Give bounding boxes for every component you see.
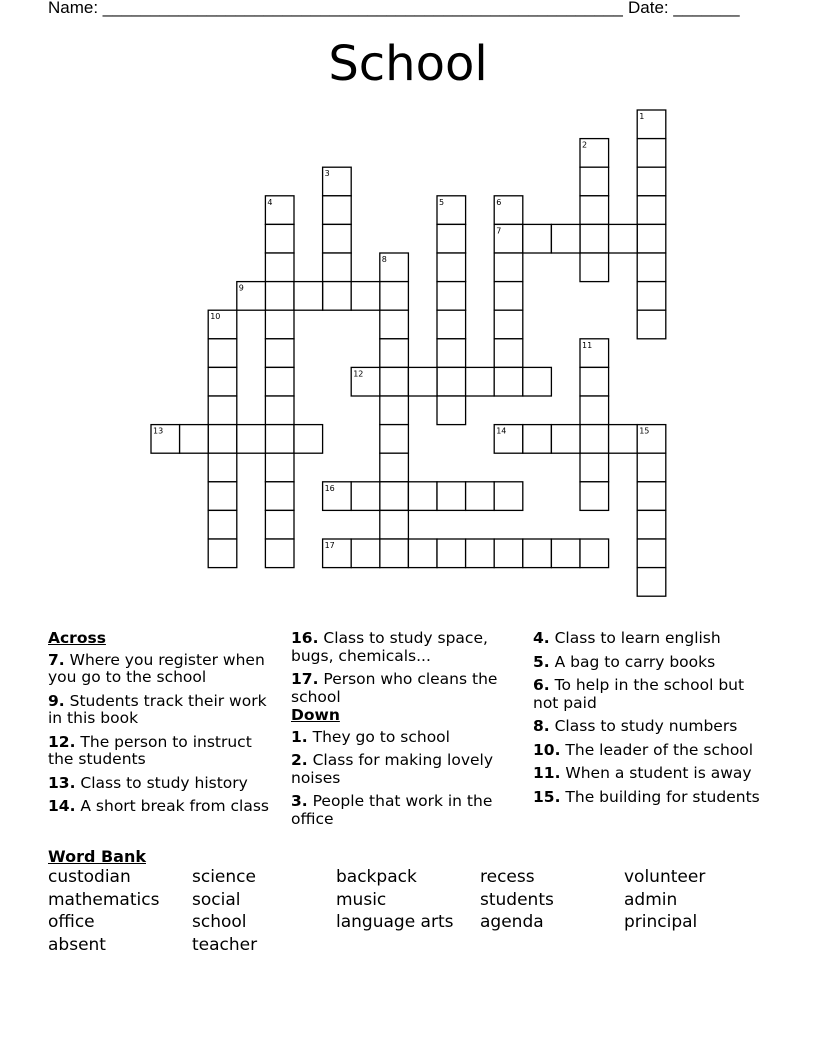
grid-cell[interactable] [637, 253, 666, 282]
cell-number: 12 [353, 369, 364, 379]
grid-cell[interactable] [380, 453, 409, 482]
clue-number: 3. [291, 792, 308, 810]
grid-cell[interactable] [437, 224, 466, 253]
grid-cell[interactable] [637, 282, 666, 311]
word-bank-item: recess [480, 867, 535, 887]
clue [533, 654, 773, 672]
clue-number: 5. [533, 652, 550, 671]
grid-cell[interactable] [380, 510, 409, 539]
clue [291, 752, 516, 787]
word-bank-title: Word Bank [48, 847, 147, 866]
grid-cell[interactable] [494, 282, 523, 311]
grid-cell[interactable] [637, 224, 666, 253]
clue-number: 14. [48, 797, 76, 815]
page-title: School [328, 36, 488, 92]
grid-cell[interactable] [437, 482, 466, 511]
grid-cell[interactable] [208, 539, 237, 568]
word-bank-item: school [192, 912, 247, 932]
clue-text: A short break from class [75, 797, 269, 815]
grid-cell[interactable] [208, 396, 237, 425]
grid-cell[interactable] [580, 396, 609, 425]
grid-cell[interactable] [551, 224, 580, 253]
grid-cell[interactable] [580, 224, 609, 253]
word-bank-item: office [48, 912, 95, 932]
grid-cell[interactable] [637, 482, 666, 511]
grid-cell[interactable] [437, 339, 466, 368]
grid-cell[interactable] [494, 482, 523, 511]
clue [291, 630, 516, 665]
grid-cell[interactable] [637, 139, 666, 168]
grid-cell[interactable] [580, 425, 609, 454]
grid-cell[interactable] [637, 310, 666, 339]
cell-number: 11 [582, 340, 593, 350]
word-bank-item: students [480, 889, 554, 910]
grid-cell[interactable] [580, 482, 609, 511]
grid-cell[interactable] [265, 339, 294, 368]
word-bank-item: principal [624, 912, 698, 932]
name-field[interactable]: Name: _______________________________________________________ [48, 0, 623, 17]
grid-cell[interactable] [437, 253, 466, 282]
grid-cell[interactable] [609, 224, 638, 253]
clue [48, 775, 278, 793]
grid-cell[interactable] [265, 539, 294, 568]
word-bank-item: backpack [336, 867, 417, 887]
clue-text: Class to study space, bugs, chemicals... [291, 629, 488, 665]
clue [291, 729, 516, 747]
clue [291, 793, 516, 828]
grid-cell[interactable] [323, 282, 352, 311]
grid-cell[interactable] [208, 367, 237, 396]
grid-cell[interactable] [637, 510, 666, 539]
grid-cell[interactable] [523, 539, 552, 568]
cell-number: 17 [324, 541, 335, 550]
clue [291, 671, 516, 706]
grid-cell[interactable] [580, 539, 609, 568]
clue-text: Class for making lovely noises [291, 751, 494, 787]
cell-number: 4 [267, 197, 273, 207]
clue-text: Class to study numbers [549, 717, 738, 735]
clue-text: The leader of the school [560, 740, 754, 759]
clue-text: When a student is away [560, 764, 752, 782]
clue-number: 8. [533, 717, 550, 735]
grid-cell[interactable] [351, 539, 380, 568]
clues-column-2 [291, 630, 516, 834]
across-heading: Across [48, 629, 106, 647]
cell-number: 15 [639, 426, 650, 436]
word-bank-item: agenda [480, 912, 544, 932]
grid-cell[interactable] [609, 425, 638, 454]
grid-cell[interactable] [323, 196, 352, 225]
clue-text: To help in the school but not paid [533, 676, 745, 712]
grid-cell[interactable] [208, 425, 237, 454]
clue [533, 765, 773, 783]
word-bank-item: teacher [192, 934, 258, 955]
clue-number: 2. [291, 751, 308, 769]
grid-cell[interactable] [380, 425, 409, 454]
grid-cell[interactable] [494, 253, 523, 282]
grid-cell[interactable] [580, 253, 609, 282]
cell-number: 14 [496, 426, 507, 436]
grid-cell[interactable] [637, 167, 666, 196]
cell-number: 2 [582, 140, 588, 150]
word-bank-item: absent [48, 934, 106, 955]
grid-cell[interactable] [208, 482, 237, 511]
grid-cell[interactable] [466, 367, 495, 396]
grid-cell[interactable] [380, 482, 409, 511]
clues-column-3 [533, 630, 773, 812]
grid-cell[interactable] [265, 510, 294, 539]
word-bank-item: social [192, 889, 241, 910]
grid-cell[interactable] [551, 539, 580, 568]
clue-text: A bag to carry books [549, 652, 716, 671]
grid-cell[interactable] [437, 282, 466, 311]
grid-cell[interactable] [380, 367, 409, 396]
clue-number: 9. [48, 691, 65, 710]
cell-number: 13 [153, 426, 164, 436]
grid-cell[interactable] [408, 539, 437, 568]
grid-cell[interactable] [408, 367, 437, 396]
grid-cell[interactable] [380, 282, 409, 311]
grid-cell[interactable] [437, 539, 466, 568]
grid-cell[interactable] [523, 367, 552, 396]
grid-cell[interactable] [265, 310, 294, 339]
grid-cell[interactable] [551, 425, 580, 454]
clue-number: 16. [291, 629, 319, 647]
grid-cell[interactable] [437, 367, 466, 396]
grid-cell[interactable] [494, 539, 523, 568]
grid-cell[interactable] [265, 282, 294, 311]
grid-cell[interactable] [580, 453, 609, 482]
clue-text: Class to learn english [549, 629, 721, 647]
grid-cell[interactable] [580, 196, 609, 225]
clue-text: Class to study history [75, 773, 248, 792]
clue [533, 718, 773, 736]
grid-cell[interactable] [437, 310, 466, 339]
word-bank-item: mathematics [48, 889, 160, 910]
cell-number: 3 [324, 169, 330, 179]
grid-cell[interactable] [580, 167, 609, 196]
word-bank-item: music [336, 889, 387, 910]
word-bank-item: volunteer [624, 867, 706, 887]
clue-number: 10. [533, 740, 561, 759]
grid-cell[interactable] [637, 539, 666, 568]
clue [533, 630, 773, 648]
cell-number: 9 [238, 283, 244, 293]
grid-cell[interactable] [494, 339, 523, 368]
cell-number: 5 [439, 197, 445, 207]
grid-cell[interactable] [494, 367, 523, 396]
cell-number: 16 [324, 483, 335, 493]
clue-number: 4. [533, 629, 550, 647]
grid-cell[interactable] [351, 282, 380, 311]
grid-cell[interactable] [265, 425, 294, 454]
grid-cell[interactable] [180, 425, 209, 454]
grid-cell[interactable] [580, 367, 609, 396]
grid-cell[interactable] [637, 196, 666, 225]
grid-cell[interactable] [265, 396, 294, 425]
clue-number: 11. [533, 764, 561, 782]
grid-cell[interactable] [466, 539, 495, 568]
grid-cell[interactable] [380, 539, 409, 568]
grid-cell[interactable] [494, 310, 523, 339]
clue-text: The person to instruct the students [48, 732, 252, 768]
clues-column-1 [48, 630, 278, 822]
grid-cell[interactable] [408, 482, 437, 511]
grid-cell[interactable] [208, 339, 237, 368]
cell-number: 7 [496, 226, 502, 236]
grid-cell[interactable] [265, 482, 294, 511]
grid-cell[interactable] [323, 253, 352, 282]
word-bank-item: custodian [48, 867, 131, 887]
cell-number: 6 [496, 197, 502, 207]
grid-cell[interactable] [265, 367, 294, 396]
word-bank-item: science [192, 867, 256, 887]
grid-cell[interactable] [265, 453, 294, 482]
word-bank-item: admin [624, 889, 678, 910]
grid-cell[interactable] [265, 253, 294, 282]
clue-number: 15. [533, 787, 561, 806]
grid-cell[interactable] [265, 224, 294, 253]
clue-number: 6. [533, 676, 550, 694]
grid-cell[interactable] [466, 482, 495, 511]
grid-cell[interactable] [437, 396, 466, 425]
clue-text: People that work in the office [291, 792, 493, 828]
date-field[interactable]: Date: _______ [628, 0, 740, 17]
cell-number: 1 [639, 112, 645, 121]
cell-number: 10 [210, 312, 221, 322]
grid-cell[interactable] [380, 339, 409, 368]
grid-cell[interactable] [380, 310, 409, 339]
grid-cell[interactable] [237, 425, 266, 454]
clue-number: 7. [48, 650, 65, 669]
grid-cell[interactable] [637, 568, 666, 597]
clue-number: 17. [291, 670, 319, 688]
clue-number: 13. [48, 773, 76, 792]
clue-text: They go to school [307, 727, 450, 746]
down-heading: Down [291, 706, 340, 724]
clue-number: 1. [291, 727, 308, 746]
clue [533, 789, 773, 807]
clue [533, 742, 773, 760]
clue [533, 677, 773, 712]
grid-cell[interactable] [523, 425, 552, 454]
grid-cell[interactable] [208, 510, 237, 539]
grid-cell[interactable] [208, 453, 237, 482]
grid-cell[interactable] [523, 224, 552, 253]
clue-text: The building for students [560, 787, 760, 806]
clue [48, 798, 278, 816]
grid-cell[interactable] [637, 453, 666, 482]
clue-number: 12. [48, 732, 76, 751]
grid-cell[interactable] [380, 396, 409, 425]
grid-cell[interactable] [323, 224, 352, 253]
clue-text: Person who cleans the school [291, 670, 498, 706]
clue [48, 734, 278, 769]
word-bank-item: language arts [336, 912, 454, 932]
grid-cell[interactable] [294, 425, 323, 454]
cell-number: 8 [381, 255, 387, 264]
grid-cell[interactable] [351, 482, 380, 511]
clue-text: Students track their work in this book [48, 691, 267, 727]
clue [48, 693, 278, 728]
clue [48, 652, 278, 687]
clue-text: Where you register when you go to the school [48, 650, 265, 686]
grid-cell[interactable] [294, 282, 323, 311]
